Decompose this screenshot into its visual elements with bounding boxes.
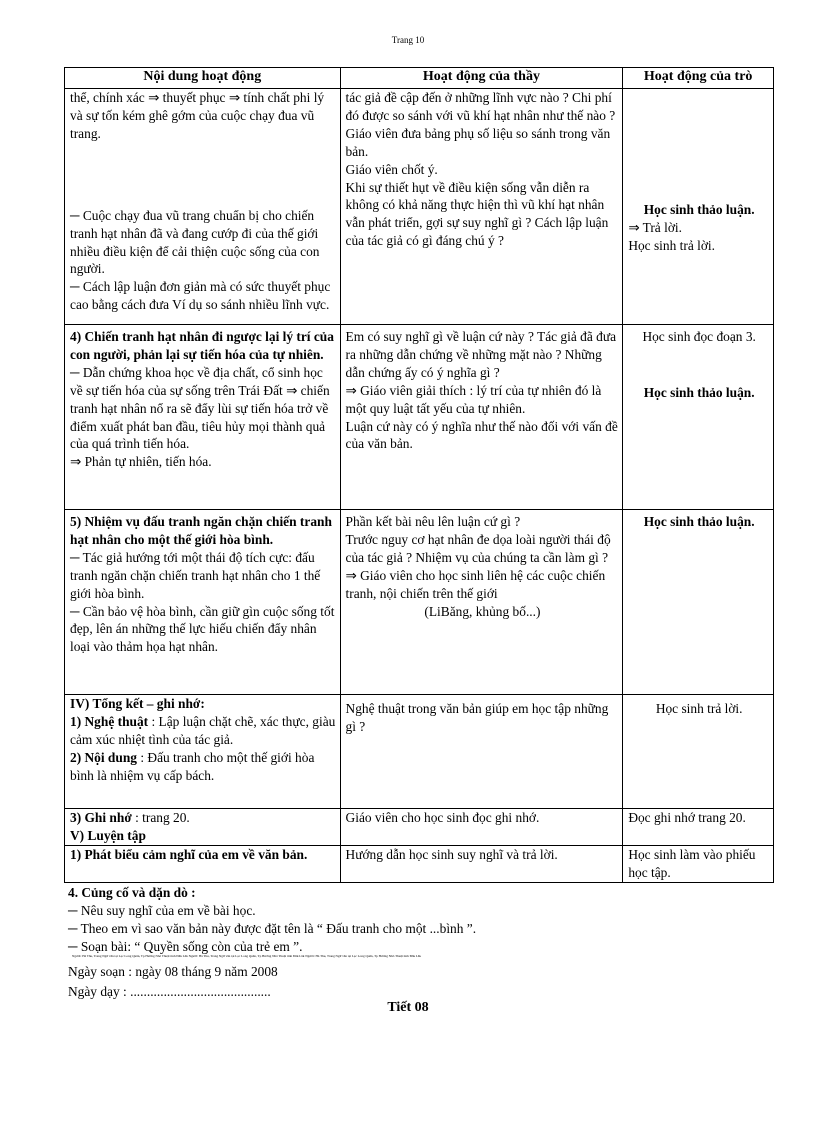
spacer — [628, 89, 770, 201]
header-teacher: Hoạt động của thầy — [340, 68, 623, 89]
teacher-text: (LiBăng, khủng bố...) — [424, 603, 541, 619]
content-cell — [65, 89, 341, 325]
teacher-text: Khi sự thiết hụt về điều kiện sống vẫn diễn ra không có khả năng thực hiện thì vũ khí hạt nhân vẫn phát triển, gợi sự suy nghĩ gì ? Cách lập luận của tác giả có gì đáng chú ý ? — [345, 179, 609, 249]
teacher-cell — [340, 809, 623, 846]
consolidation-item: ─ Soạn bài: “ Quyền sống còn của trẻ em ”. — [68, 938, 303, 954]
teacher-text: tác giả đề cập đến ở những lĩnh vực nào ? Chi phí đó được so sánh với vũ khí hạt nhân như thế nào ? — [345, 90, 616, 123]
teacher-text: Giáo viên chốt ý. — [345, 161, 438, 177]
content-cell — [65, 809, 341, 846]
teacher-text: Luận cứ này có ý nghĩa như thế nào đối với vấn đề của văn bản. — [345, 418, 618, 452]
teacher-text: Hướng dẫn học sinh suy nghĩ và trả lời. — [345, 846, 558, 862]
consolidation-section — [68, 884, 768, 956]
student-text: Đọc ghi nhớ trang 20. — [628, 810, 746, 825]
content-cell — [65, 695, 341, 809]
content-cell — [65, 325, 341, 510]
table-row — [65, 809, 774, 846]
teacher-cell — [340, 510, 623, 695]
spacer — [70, 143, 337, 207]
content-text: 1) Nghệ thuật : Lập luận chặt chẽ, xác thực, giàu cảm xúc nhiệt tình của tác giả. — [70, 713, 336, 747]
student-cell — [623, 695, 774, 809]
section-heading: V) Luyện tập — [70, 827, 146, 843]
consolidation-item: ─ Theo em vì sao văn bản này được đặt tên là “ Đấu tranh cho một ...bình ”. — [68, 920, 477, 936]
spacer — [628, 346, 770, 384]
teacher-cell — [340, 695, 623, 809]
table-row — [65, 695, 774, 809]
teacher-text: Giáo viên đưa bảng phụ số liệu so sánh trong văn bản. — [345, 125, 611, 159]
teacher-text: ⇒ Giáo viên cho học sinh liên hệ các cuộc chiến tranh, nội chiến trên thế giới — [345, 567, 606, 601]
teacher-text: ⇒ Giáo viên giải thích : lý trí của tự nhiên đó là một quy luật tất yếu của tự nhiên. — [345, 382, 602, 416]
content-text: ─ Dẫn chứng khoa học về địa chất, cổ sinh học về sự tiến hóa của sự sống trên Trái Đất ⇒ chiến tranh hạt nhân nổ ra sẽ đẩy lùi sự tiến hóa trở về điểm xuất phát ban đầu, tiêu hủy mọi thành quả của quá trình tiến hóa. — [70, 364, 330, 452]
table-row — [65, 845, 774, 882]
student-cell — [623, 325, 774, 510]
header-student: Hoạt động của trò — [623, 68, 774, 89]
content-text: ─ Cuộc chạy đua vũ trang chuẩn bị cho chiến tranh hạt nhân đã và đang cướp đi của thế giới nhiều điều kiện để cải thiện cuộc sống của con người. — [70, 207, 320, 277]
consolidation-heading: 4. Củng cố và dặn dò : — [68, 885, 196, 900]
lesson-table — [64, 67, 774, 883]
content-text: 3) Ghi nhớ : trang 20. — [70, 810, 190, 825]
student-text: ⇒ Trả lời. — [628, 219, 682, 235]
section-heading: 4) Chiến tranh hạt nhân đi ngược lại lý trí của con người, phản lại sự tiến hóa của tự nhiên. — [70, 329, 334, 362]
lesson-number: Tiết 08 — [387, 1000, 429, 1015]
section-heading: 1) Phát biểu cảm nghĩ của em về văn bản. — [70, 846, 308, 862]
teacher-text: Trước nguy cơ hạt nhân đe dọa loài người thái độ của tác giả ? Nhiệm vụ của chúng ta cần làm gì ? — [345, 531, 611, 565]
student-cell — [623, 89, 774, 325]
student-text: Học sinh đọc đoạn 3. — [642, 329, 756, 344]
student-cell — [623, 845, 774, 882]
student-text: Học sinh thảo luận. — [643, 514, 755, 529]
content-cell — [65, 845, 341, 882]
table-header-row — [65, 68, 774, 89]
teacher-text: Giáo viên cho học sinh đọc ghi nhớ. — [345, 810, 540, 825]
teacher-cell — [340, 325, 623, 510]
fine-print-note: Người: Hà Thu, Trang Ngữ văn tại Lạc Long Quân, Tp Hướng Nhỏ Thuật tính Đăk Lăk Người: Hà Thu, Trang Ngữ văn tại Lạc Long Quân, Tp Hướng Nhỏ Thuật tính Đăk Lăk Người: Hà Thu, Trang Ngữ văn tại Lạc Long Quân, Tp Hướng Nhỏ Thuật tính Đăk Lăk — [72, 954, 422, 958]
header-content: Nội dung hoạt động — [65, 68, 341, 89]
prep-date: Ngày soạn : ngày 08 tháng 9 năm 2008 — [68, 964, 278, 979]
table-row — [65, 89, 774, 325]
teacher-text: Nghệ thuật trong văn bản giúp em học tập những gì ? — [345, 701, 609, 734]
teacher-cell — [340, 89, 623, 325]
teach-date: Ngày dạy : .......................................... — [68, 984, 271, 999]
student-text: Học sinh trả lời. — [655, 701, 743, 716]
student-cell — [623, 510, 774, 695]
table-row — [65, 510, 774, 695]
section-heading: 5) Nhiệm vụ đấu tranh ngăn chặn chiến tranh hạt nhân cho một thế giới hòa bình. — [70, 514, 332, 547]
consolidation-item: ─ Nêu suy nghĩ của em về bài học. — [68, 902, 256, 918]
page-number: Trang 10 — [391, 35, 425, 45]
student-text: Học sinh thảo luận. — [643, 202, 755, 217]
teacher-text: Em có suy nghĩ gì về luận cứ này ? Tác giả đã đưa ra những dẫn chứng về những mặt nào ? Những dẫn chứng ấy có ý nghĩa gì ? — [345, 329, 617, 380]
content-cell — [65, 510, 341, 695]
student-text: Học sinh làm vào phiếu học tập. — [628, 846, 756, 880]
dates-block — [68, 962, 278, 1002]
content-text: ─ Cách lập luận đơn giản mà có sức thuyết phục cao bằng cách đưa Ví dụ so sánh nhiều lĩnh vực. — [70, 279, 331, 313]
student-text: Học sinh thảo luận. — [643, 384, 755, 400]
content-text: ─ Tác giả hướng tới một thái độ tích cực: đấu tranh ngăn chặn chiến tranh hạt nhân cho 1 thế giới hòa bình. — [70, 549, 321, 601]
student-cell — [623, 809, 774, 846]
content-text: ⇒ Phản tự nhiên, tiến hóa. — [70, 454, 212, 470]
teacher-text: Phần kết bài nêu lên luận cứ gì ? — [345, 514, 521, 529]
table-row — [65, 325, 774, 510]
content-text: 2) Nội dung : Đấu tranh cho một thế giới hòa bình là nhiệm vụ cấp bách. — [70, 749, 315, 783]
content-text: ─ Cần bảo vệ hòa bình, cần giữ gìn cuộc sống tốt đẹp, lên án những thế lực hiếu chiến đẩy nhân loại vào thảm họa hạt nhân. — [70, 603, 335, 655]
teacher-cell — [340, 845, 623, 882]
section-heading: IV) Tổng kết – ghi nhớ: — [70, 696, 205, 711]
student-text: Học sinh trả lời. — [628, 237, 715, 253]
content-text: thể, chính xác ⇒ thuyết phục ⇒ tính chất phi lý và sự tốn kém ghê gớm của cuộc chạy đua vũ trang. — [70, 90, 325, 141]
